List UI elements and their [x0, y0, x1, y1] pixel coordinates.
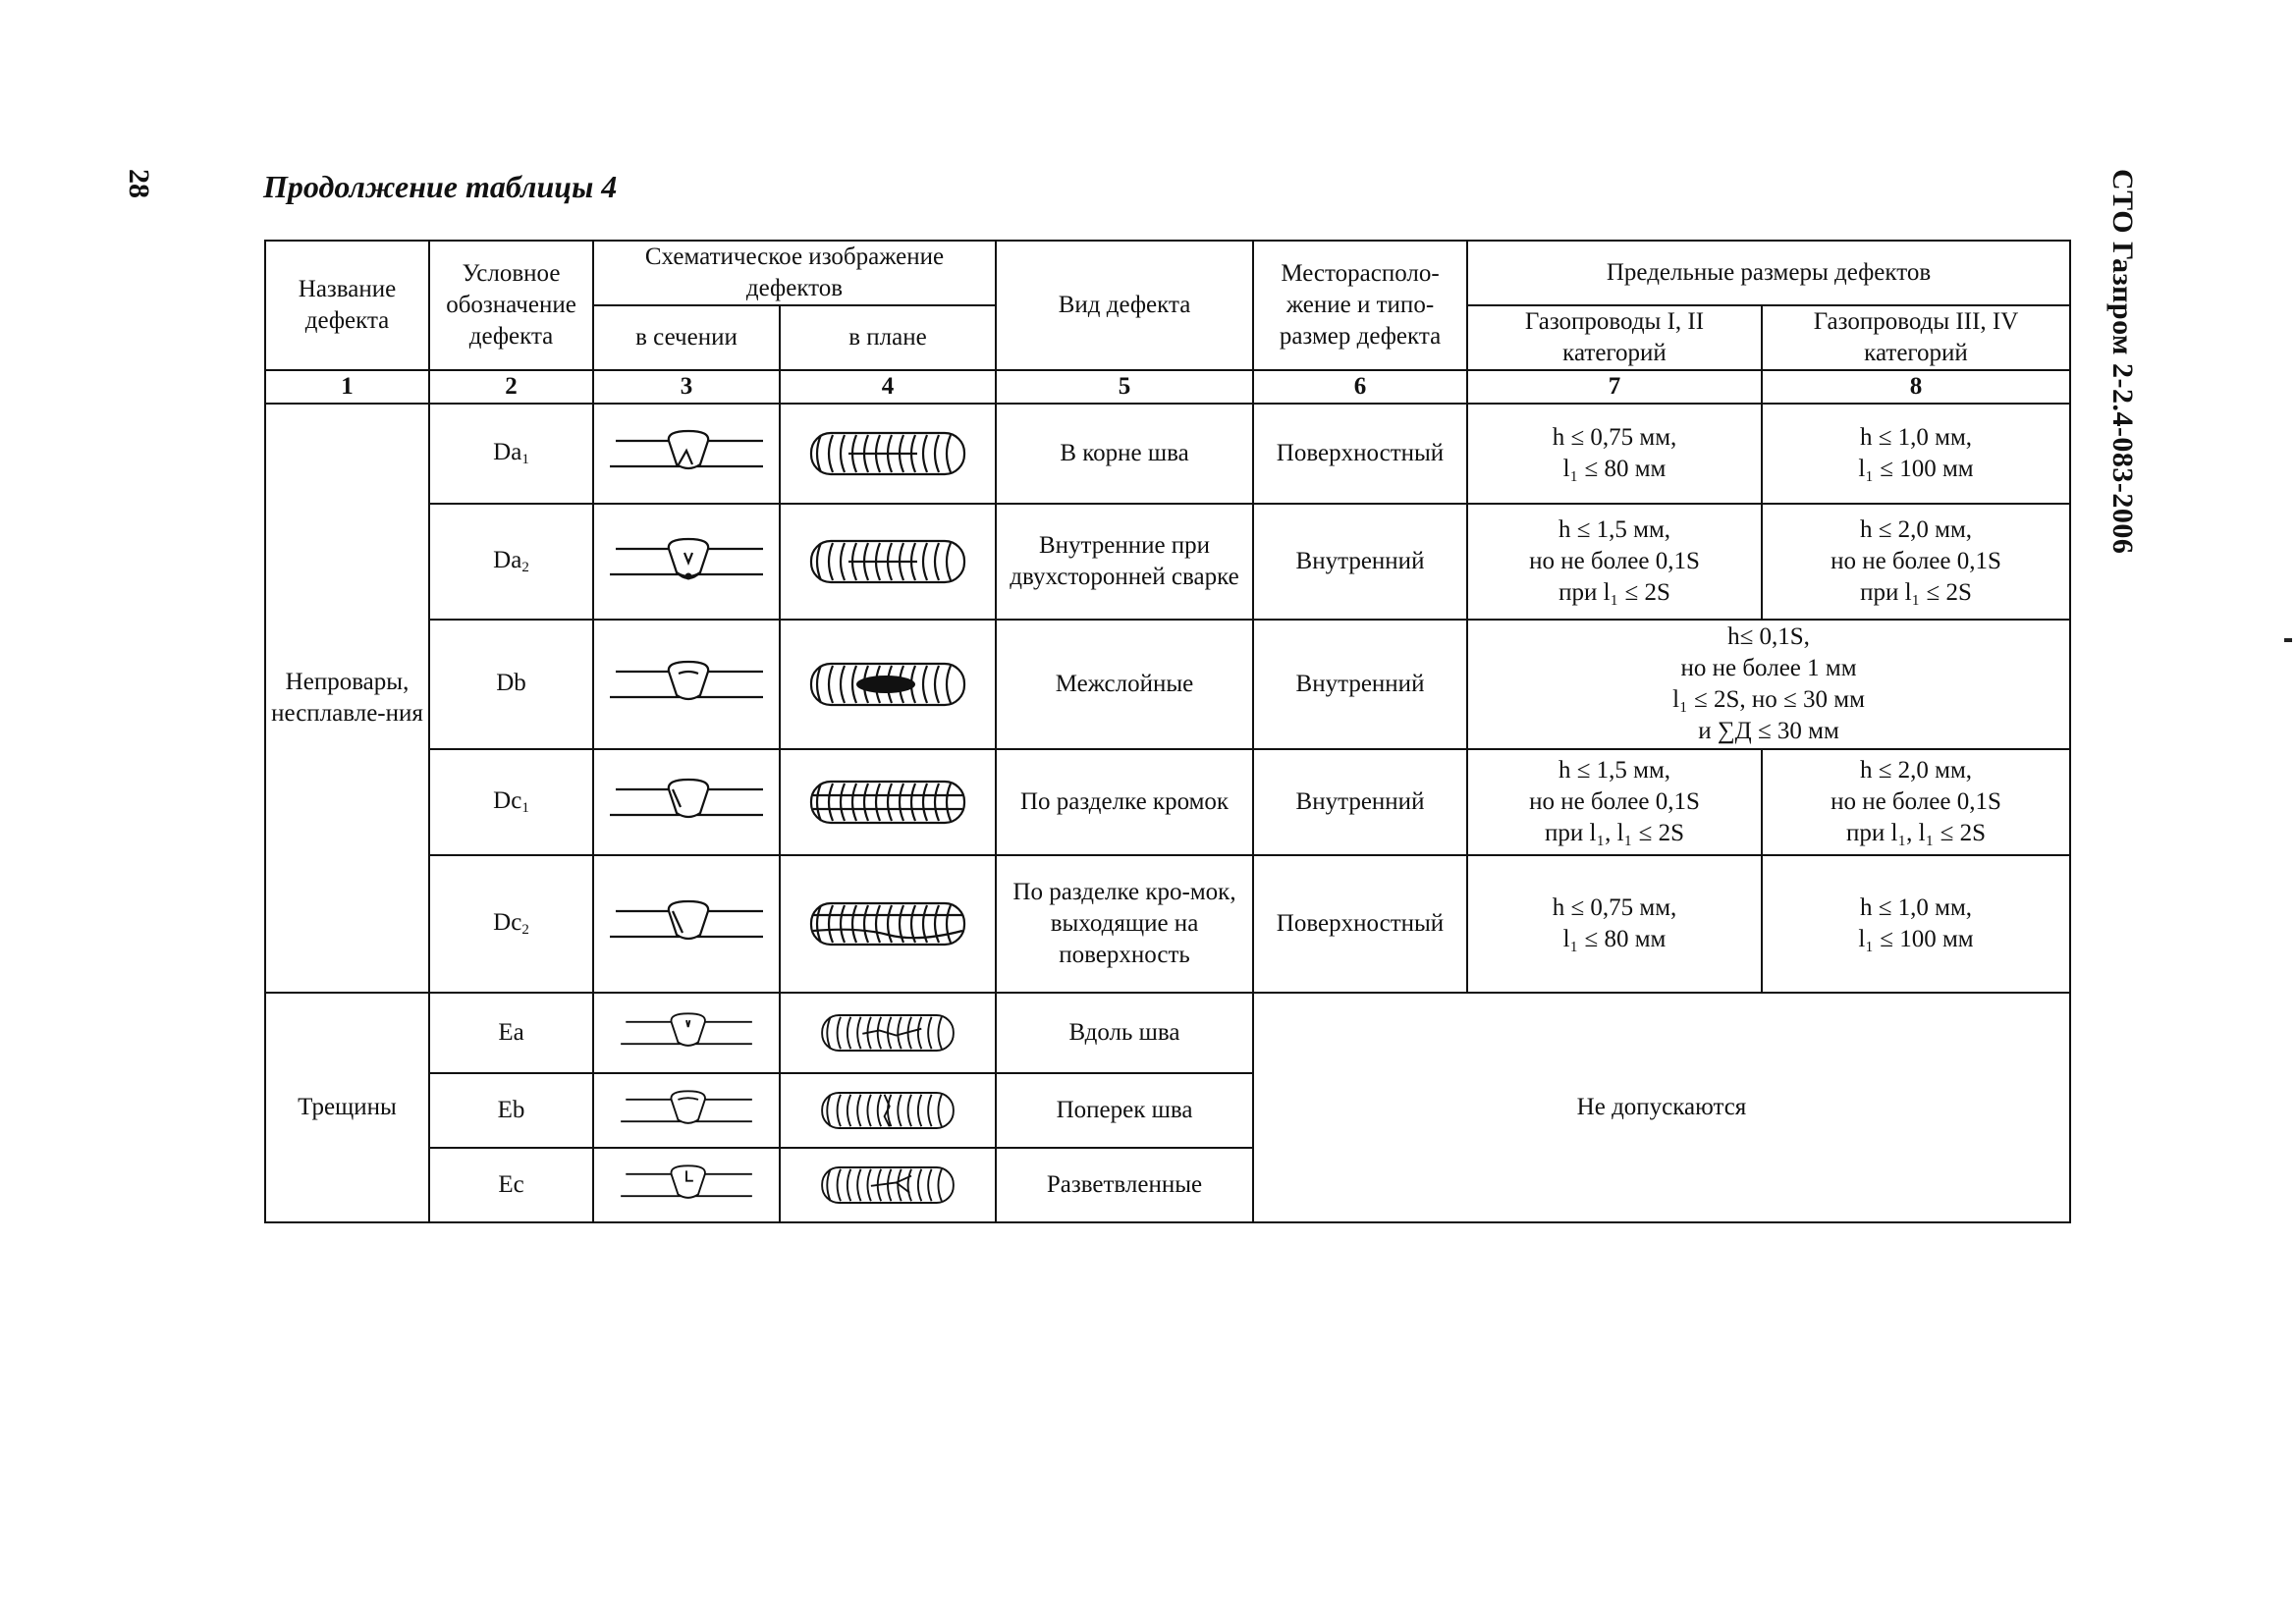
header-code: Условное обозначение дефекта — [429, 241, 593, 370]
limit-cat-3-4: h ≤ 2,0 мм, но не более 0,1S при l₁ ≤ 2S — [1762, 504, 2070, 620]
defect-type: Внутренние при двухсторонней сварке — [996, 504, 1253, 620]
weld-plan-transverse-crack-icon — [799, 1081, 976, 1140]
document-code: СТО Газпром 2-2.4-083-2006 — [2106, 169, 2139, 555]
weld-section-transverse-crack-icon — [598, 1081, 775, 1140]
section-figure-cell — [593, 504, 780, 620]
defect-type: Поперек шва — [996, 1073, 1253, 1148]
group-cracks: Трещины — [265, 993, 429, 1222]
plan-figure-cell — [780, 404, 996, 504]
header-cat-1-2: Газопроводы I, II категорий — [1467, 305, 1762, 370]
header-in-plan: в плане — [780, 305, 996, 370]
limit-cat-3-4: h ≤ 1,0 мм, l₁ ≤ 100 мм — [1762, 404, 2070, 504]
table-row — [265, 404, 2070, 504]
weld-plan-interlayer-blob-icon — [799, 650, 976, 719]
page-number: 28 — [123, 169, 155, 198]
defect-location: Внутренний — [1253, 504, 1467, 620]
table-row — [265, 855, 2070, 993]
column-number: 7 — [1467, 370, 1762, 404]
defect-location: Поверхностный — [1253, 404, 1467, 504]
section-figure-cell — [593, 855, 780, 993]
column-number: 8 — [1762, 370, 2070, 404]
limit-cat-1-2: h ≤ 1,5 мм, но не более 0,1S при l₁ ≤ 2S — [1467, 504, 1762, 620]
defect-code-index: 1 — [521, 452, 529, 468]
table-row — [265, 749, 2070, 855]
section-figure-cell — [593, 404, 780, 504]
column-number: 4 — [780, 370, 996, 404]
group-lack-of-fusion: Непровары, несплавле-ния — [265, 404, 429, 993]
defect-type: По разделке кро-мок, выходящие на поверхность — [996, 855, 1253, 993]
cracks-limit: Не допускаются — [1253, 993, 2070, 1222]
defect-code-letters: Eb — [497, 1097, 525, 1123]
header-cat-3-4: Газопроводы III, IV категорий — [1762, 305, 2070, 370]
header-limits: Предельные размеры дефектов — [1467, 241, 2070, 305]
column-number: 6 — [1253, 370, 1467, 404]
defect-type: Разветвленные — [996, 1148, 1253, 1222]
defect-code — [429, 855, 593, 993]
defect-code-index: 1 — [521, 800, 529, 817]
defect-location: Внутренний — [1253, 620, 1467, 749]
plan-figure-cell — [780, 1148, 996, 1222]
section-figure-cell — [593, 749, 780, 855]
weld-plan-root-line-icon — [799, 419, 976, 488]
header-in-section: в сечении — [593, 305, 780, 370]
column-number: 2 — [429, 370, 593, 404]
weld-plan-longitudinal-crack-icon — [799, 1003, 976, 1062]
plan-figure-cell — [780, 749, 996, 855]
defects-table — [264, 240, 2071, 1223]
limit-cat-1-2: h ≤ 0,75 мм, l₁ ≤ 80 мм — [1467, 855, 1762, 993]
weld-plan-edge-lines-icon — [799, 768, 976, 837]
limit-all-categories: h≤ 0,1S, но не более 1 мм l₁ ≤ 2S, но ≤ 30 мм и ∑Д ≤ 30 мм — [1467, 620, 2070, 749]
weld-section-double-sided-icon — [598, 527, 775, 596]
defect-code — [429, 404, 593, 504]
table-caption: Продолжение таблицы 4 — [263, 169, 618, 204]
defect-code — [429, 993, 593, 1073]
defect-type: В корне шва — [996, 404, 1253, 504]
header-location: Месторасполо-жение и типо-размер дефекта — [1253, 241, 1467, 370]
header-scheme: Схематическое изображение дефектов — [593, 241, 996, 305]
column-number: 1 — [265, 370, 429, 404]
column-number: 3 — [593, 370, 780, 404]
table-row — [265, 993, 2070, 1073]
defect-code — [429, 749, 593, 855]
table-row — [265, 620, 2070, 749]
weld-section-branched-crack-icon — [598, 1156, 775, 1215]
weld-plan-internal-line-icon — [799, 527, 976, 596]
defect-type: Межслойные — [996, 620, 1253, 749]
defect-type: Вдоль шва — [996, 993, 1253, 1073]
defect-code-letters: Dc — [493, 909, 522, 937]
limit-cat-1-2: h ≤ 1,5 мм, но не более 0,1S при l₁, l₁ ≤ 2S — [1467, 749, 1762, 855]
column-number: 5 — [996, 370, 1253, 404]
defect-type: По разделке кромок — [996, 749, 1253, 855]
weld-plan-edge-surface-icon — [799, 890, 976, 958]
defect-code-index: 2 — [521, 922, 529, 939]
defect-code-letters: Da — [493, 547, 522, 574]
weld-section-edge-surface-icon — [598, 890, 775, 958]
section-figure-cell — [593, 1148, 780, 1222]
header-type: Вид дефекта — [996, 241, 1253, 370]
defect-code — [429, 504, 593, 620]
limit-cat-3-4: h ≤ 1,0 мм, l₁ ≤ 100 мм — [1762, 855, 2070, 993]
section-figure-cell — [593, 993, 780, 1073]
defect-location: Поверхностный — [1253, 855, 1467, 993]
weld-section-interlayer-icon — [598, 650, 775, 719]
section-figure-cell — [593, 1073, 780, 1148]
plan-figure-cell — [780, 855, 996, 993]
weld-section-root-gap-icon — [598, 419, 775, 488]
weld-plan-branched-crack-icon — [799, 1156, 976, 1215]
defect-code-letters: Db — [496, 670, 526, 697]
defect-code-letters: Da — [493, 439, 522, 466]
scan-mark — [2284, 638, 2292, 642]
header-name: Название дефекта — [265, 241, 429, 370]
defect-code — [429, 1073, 593, 1148]
defect-code — [429, 1148, 593, 1222]
plan-figure-cell — [780, 1073, 996, 1148]
section-figure-cell — [593, 620, 780, 749]
defect-code-letters: Ea — [498, 1019, 524, 1046]
limit-cat-1-2: h ≤ 0,75 мм, l₁ ≤ 80 мм — [1467, 404, 1762, 504]
weld-section-longitudinal-crack-icon — [598, 1003, 775, 1062]
defect-code — [429, 620, 593, 749]
weld-section-edge-icon — [598, 768, 775, 837]
defect-code-letters: Ec — [498, 1171, 524, 1198]
plan-figure-cell — [780, 504, 996, 620]
plan-figure-cell — [780, 993, 996, 1073]
table-row — [265, 504, 2070, 620]
defect-location: Внутренний — [1253, 749, 1467, 855]
limit-cat-3-4: h ≤ 2,0 мм, но не более 0,1S при l₁, l₁ ≤ 2S — [1762, 749, 2070, 855]
defect-code-letters: Dc — [493, 787, 522, 815]
defect-code-index: 2 — [521, 560, 529, 576]
plan-figure-cell — [780, 620, 996, 749]
